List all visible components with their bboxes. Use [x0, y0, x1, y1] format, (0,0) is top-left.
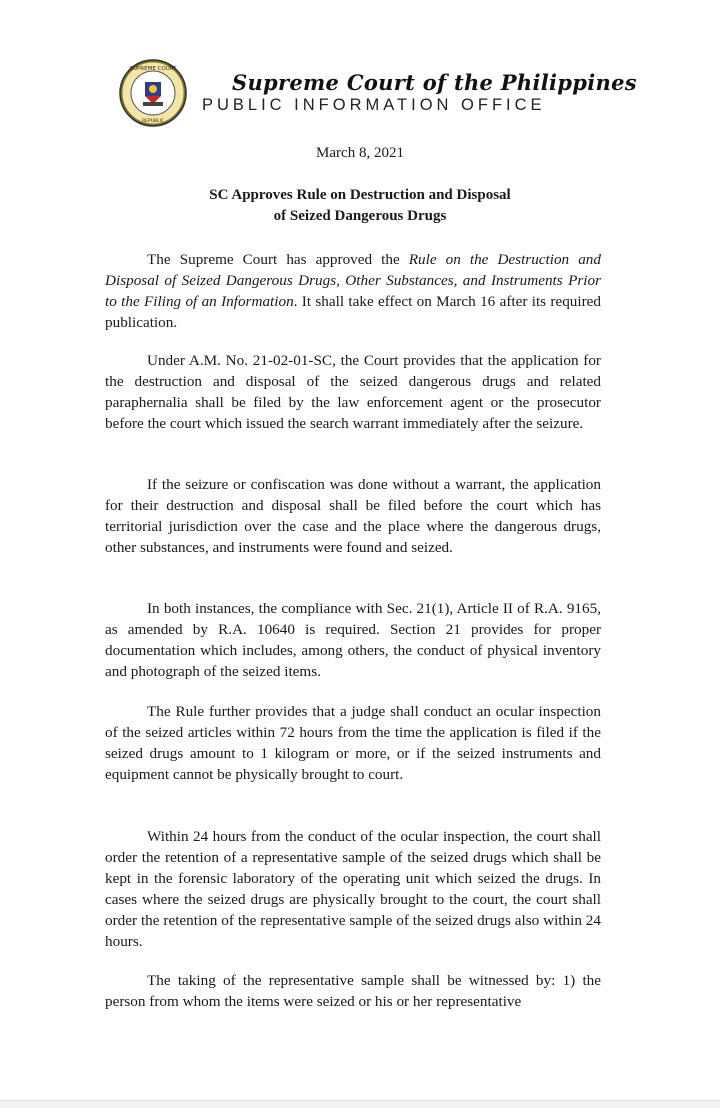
paragraph-7 [105, 970, 601, 1012]
supreme-court-seal-icon [118, 58, 188, 128]
paragraph-6-text: Within 24 hours from the conduct of the ocular inspection, the court shall order the retention of a representative sample of the seized drugs which shall be kept in the forensic laboratory of the operating unit which seized the drugs. In cases where the seized drugs are physically brought to the court, the court shall order the retention of the representative sample of the seized drugs also within 24 hours. [105, 828, 601, 950]
paragraph-4 [105, 598, 601, 682]
title-line-2: of Seized Dangerous Drugs [273, 208, 447, 224]
press-release-date: March 8, 2021 [316, 145, 404, 161]
paragraph-1-rule-title: Rule on the Destruction and Disposal of Seized Dangerous Drugs, Other Substances, and Instruments Prior to the Filing of an Information [105, 251, 601, 310]
paragraph-1 [105, 249, 601, 333]
court-name: Supreme Court of the Philippines [232, 70, 637, 95]
letterhead [118, 58, 637, 128]
paragraph-2-text: Under A.M. No. 21-02-01-SC, the Court provides that the application for the destruction and disposal of the seized dangerous drugs and related paraphernalia shall be filed by the law enforcement agent or the prosecutor before the court which issued the search warrant immediately after the seizure. [105, 352, 601, 432]
paragraph-3-text: If the seizure or confiscation was done without a warrant, the application for their destruction and disposal shall be filed before the court which has territorial jurisdiction over the case and the place where the dangerous drugs, other substances, and instruments were found and seized. [105, 476, 601, 556]
paragraph-5-text: The Rule further provides that a judge shall conduct an ocular inspection of the seized articles within 72 hours from the time the application is filed if the seized drugs amount to 1 kilogram or more, or if the seized instruments and equipment cannot be physically brought to court. [105, 703, 601, 783]
paragraph-5 [105, 701, 601, 785]
paragraph-2 [105, 350, 601, 434]
paragraph-6 [105, 826, 601, 952]
paragraph-1-after: . It shall take effect on March 16 after its required publication. [105, 293, 601, 331]
press-release-title [0, 185, 720, 227]
paragraph-4-text: In both instances, the compliance with Sec. 21(1), Article II of R.A. 9165, as amended by R.A. 10640 is required. Section 21 provides for proper documentation which includes, among others, the conduct of physical inventory and photograph of the seized items. [105, 600, 601, 680]
office-name: PUBLIC INFORMATION OFFICE [202, 96, 546, 114]
paragraph-7-text: The taking of the representative sample shall be witnessed by: 1) the person from whom the items were seized or his or her representative [105, 972, 601, 1010]
svg-text:SUPREME COURT: SUPREME COURT [129, 66, 177, 72]
svg-text:REPUBLIC: REPUBLIC [141, 119, 165, 124]
title-line-1: SC Approves Rule on Destruction and Disposal [209, 187, 511, 203]
paragraph-3 [105, 474, 601, 558]
paragraph-1-before: The Supreme Court has approved the [147, 251, 409, 268]
